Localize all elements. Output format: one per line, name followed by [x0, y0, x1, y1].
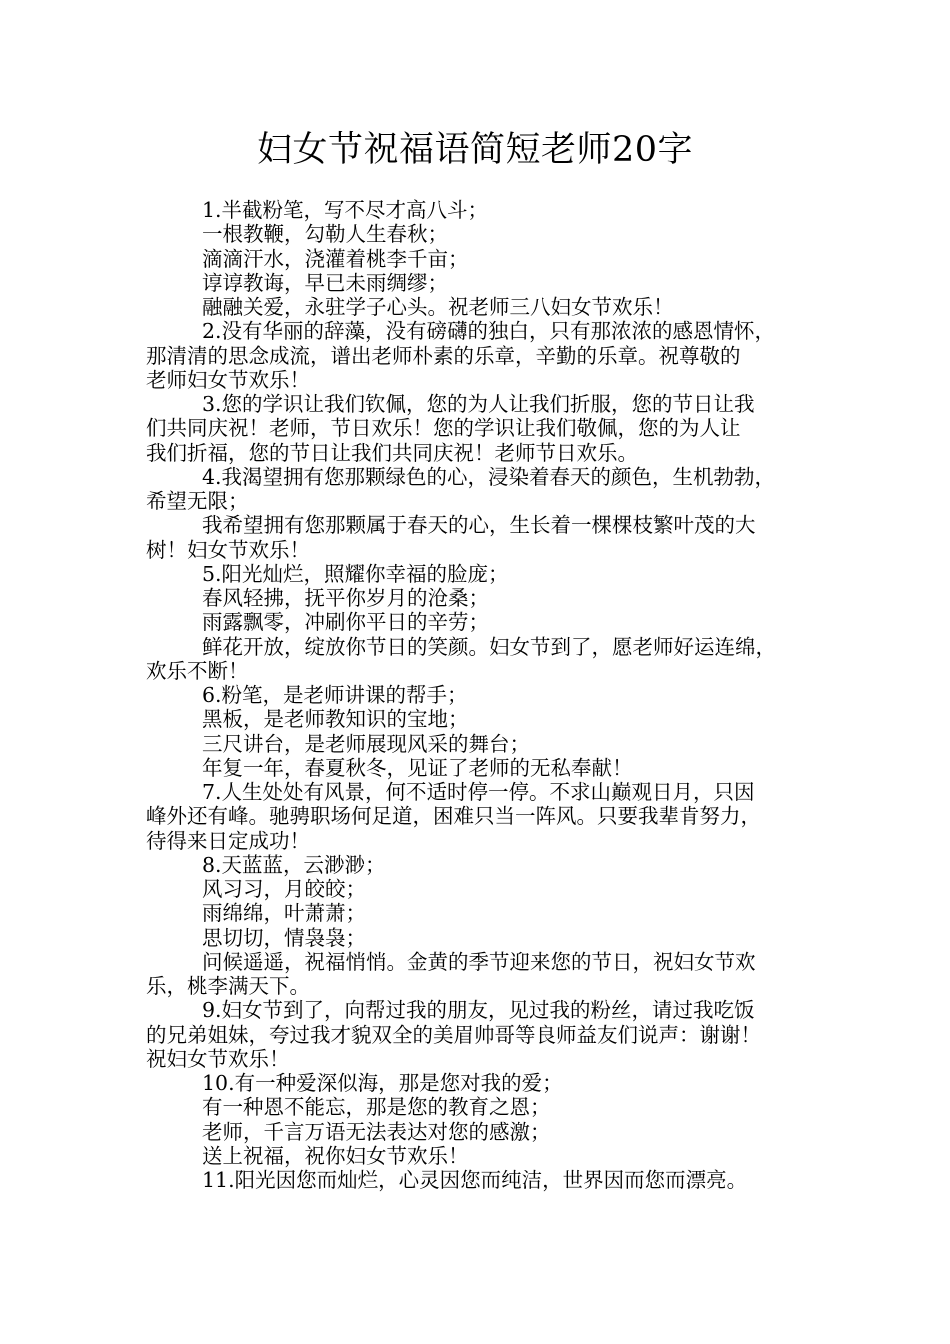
text-line: 树！妇女节欢乐！ [146, 537, 310, 562]
text-line: 1.半截粉笔，写不尽才高八斗； [202, 198, 489, 222]
text-line: 融融关爱，永驻学子心头。祝老师三八妇女节欢乐！ [202, 295, 674, 319]
text-line: 鲜花开放，绽放你节日的笑颜。妇女节到了，愿老师好运连绵， [202, 634, 776, 659]
document-body [146, 198, 836, 1192]
text-line: 我希望拥有您那颗属于春天的心，生长着一棵棵枝繁叶茂的大 [202, 513, 756, 538]
text-line: 祝妇女节欢乐！ [146, 1046, 290, 1071]
text-line: 待得来日定成功！ [146, 828, 310, 853]
text-line: 一根教鞭，勾勒人生春秋； [202, 222, 448, 247]
text-line: 年复一年，春夏秋冬，见证了老师的无私奉献！ [202, 755, 633, 780]
text-line: 三尺讲台，是老师展现风采的舞台； [202, 731, 530, 756]
text-line: 11.阳光因您而灿烂，心灵因您而纯洁，世界因而您而漂亮。 [202, 1168, 748, 1192]
document-title: 妇女节祝福语简短老师20字 [256, 130, 694, 170]
text-line: 欢乐不断！ [146, 658, 249, 683]
text-line: 思切切，情袅袅； [202, 925, 366, 950]
text-line: 峰外还有峰。驰骋职场何足道，困难只当一阵风。只要我辈肯努力， [146, 804, 761, 829]
text-line: 老师，千言万语无法表达对您的感激； [202, 1119, 551, 1144]
text-line: 我们折福，您的节日让我们共同庆祝！老师节日欢乐。 [146, 440, 638, 465]
text-line: 谆谆教诲，早已未雨绸缪； [202, 270, 448, 295]
text-line: 们共同庆祝！老师，节日欢乐！您的学识让我们敬佩，您的为人让 [146, 416, 741, 441]
text-line: 的兄弟姐妹，夸过我才貌双全的美眉帅哥等良师益友们说声：谢谢！ [146, 1022, 761, 1047]
text-line: 雨绵绵，叶萧萧； [202, 901, 366, 926]
text-line: 有一种恩不能忘，那是您的教育之恩； [202, 1095, 551, 1120]
text-line: 4.我渴望拥有您那颗绿色的心，浸染着春天的颜色，生机勃勃， [202, 464, 776, 489]
text-line: 那清清的思念成流，谱出老师朴素的乐章，辛勤的乐章。祝尊敬的 [146, 343, 741, 368]
text-line: 3.您的学识让我们钦佩，您的为人让我们折服，您的节日让我 [202, 392, 755, 416]
text-line: 9.妇女节到了，向帮过我的朋友，见过我的粉丝，请过我吃饭 [202, 998, 755, 1023]
text-line: 送上祝福，祝你妇女节欢乐！ [202, 1143, 469, 1168]
text-line: 2.没有华丽的辞藻，没有磅礴的独白，只有那浓浓的感恩情怀， [202, 319, 776, 344]
text-line: 风习习，月皎皎； [202, 877, 366, 901]
text-line: 5.阳光灿烂，照耀你幸福的脸庞； [202, 561, 509, 586]
text-line: 黑板，是老师教知识的宝地； [202, 707, 469, 732]
text-line: 春风轻拂，抚平你岁月的沧桑； [202, 586, 489, 610]
text-line: 6.粉笔，是老师讲课的帮手； [202, 683, 468, 707]
text-line: 7.人生处处有风景，何不适时停一停。不求山巅观日月，只因 [202, 780, 755, 804]
text-line: 8.天蓝蓝，云渺渺； [202, 852, 386, 877]
text-line: 乐，桃李满天下。 [146, 974, 310, 998]
text-line: 滴滴汗水，浇灌着桃李千亩； [202, 246, 469, 271]
text-line: 问候遥遥，祝福悄悄。金黄的季节迎来您的节日，祝妇女节欢 [202, 949, 756, 974]
text-line: 雨露飘零，冲刷你平日的辛劳； [202, 610, 489, 635]
text-line: 老师妇女节欢乐！ [146, 367, 310, 392]
text-line: 10.有一种爱深似海，那是您对我的爱； [202, 1071, 563, 1095]
text-line: 希望无限； [146, 489, 249, 513]
